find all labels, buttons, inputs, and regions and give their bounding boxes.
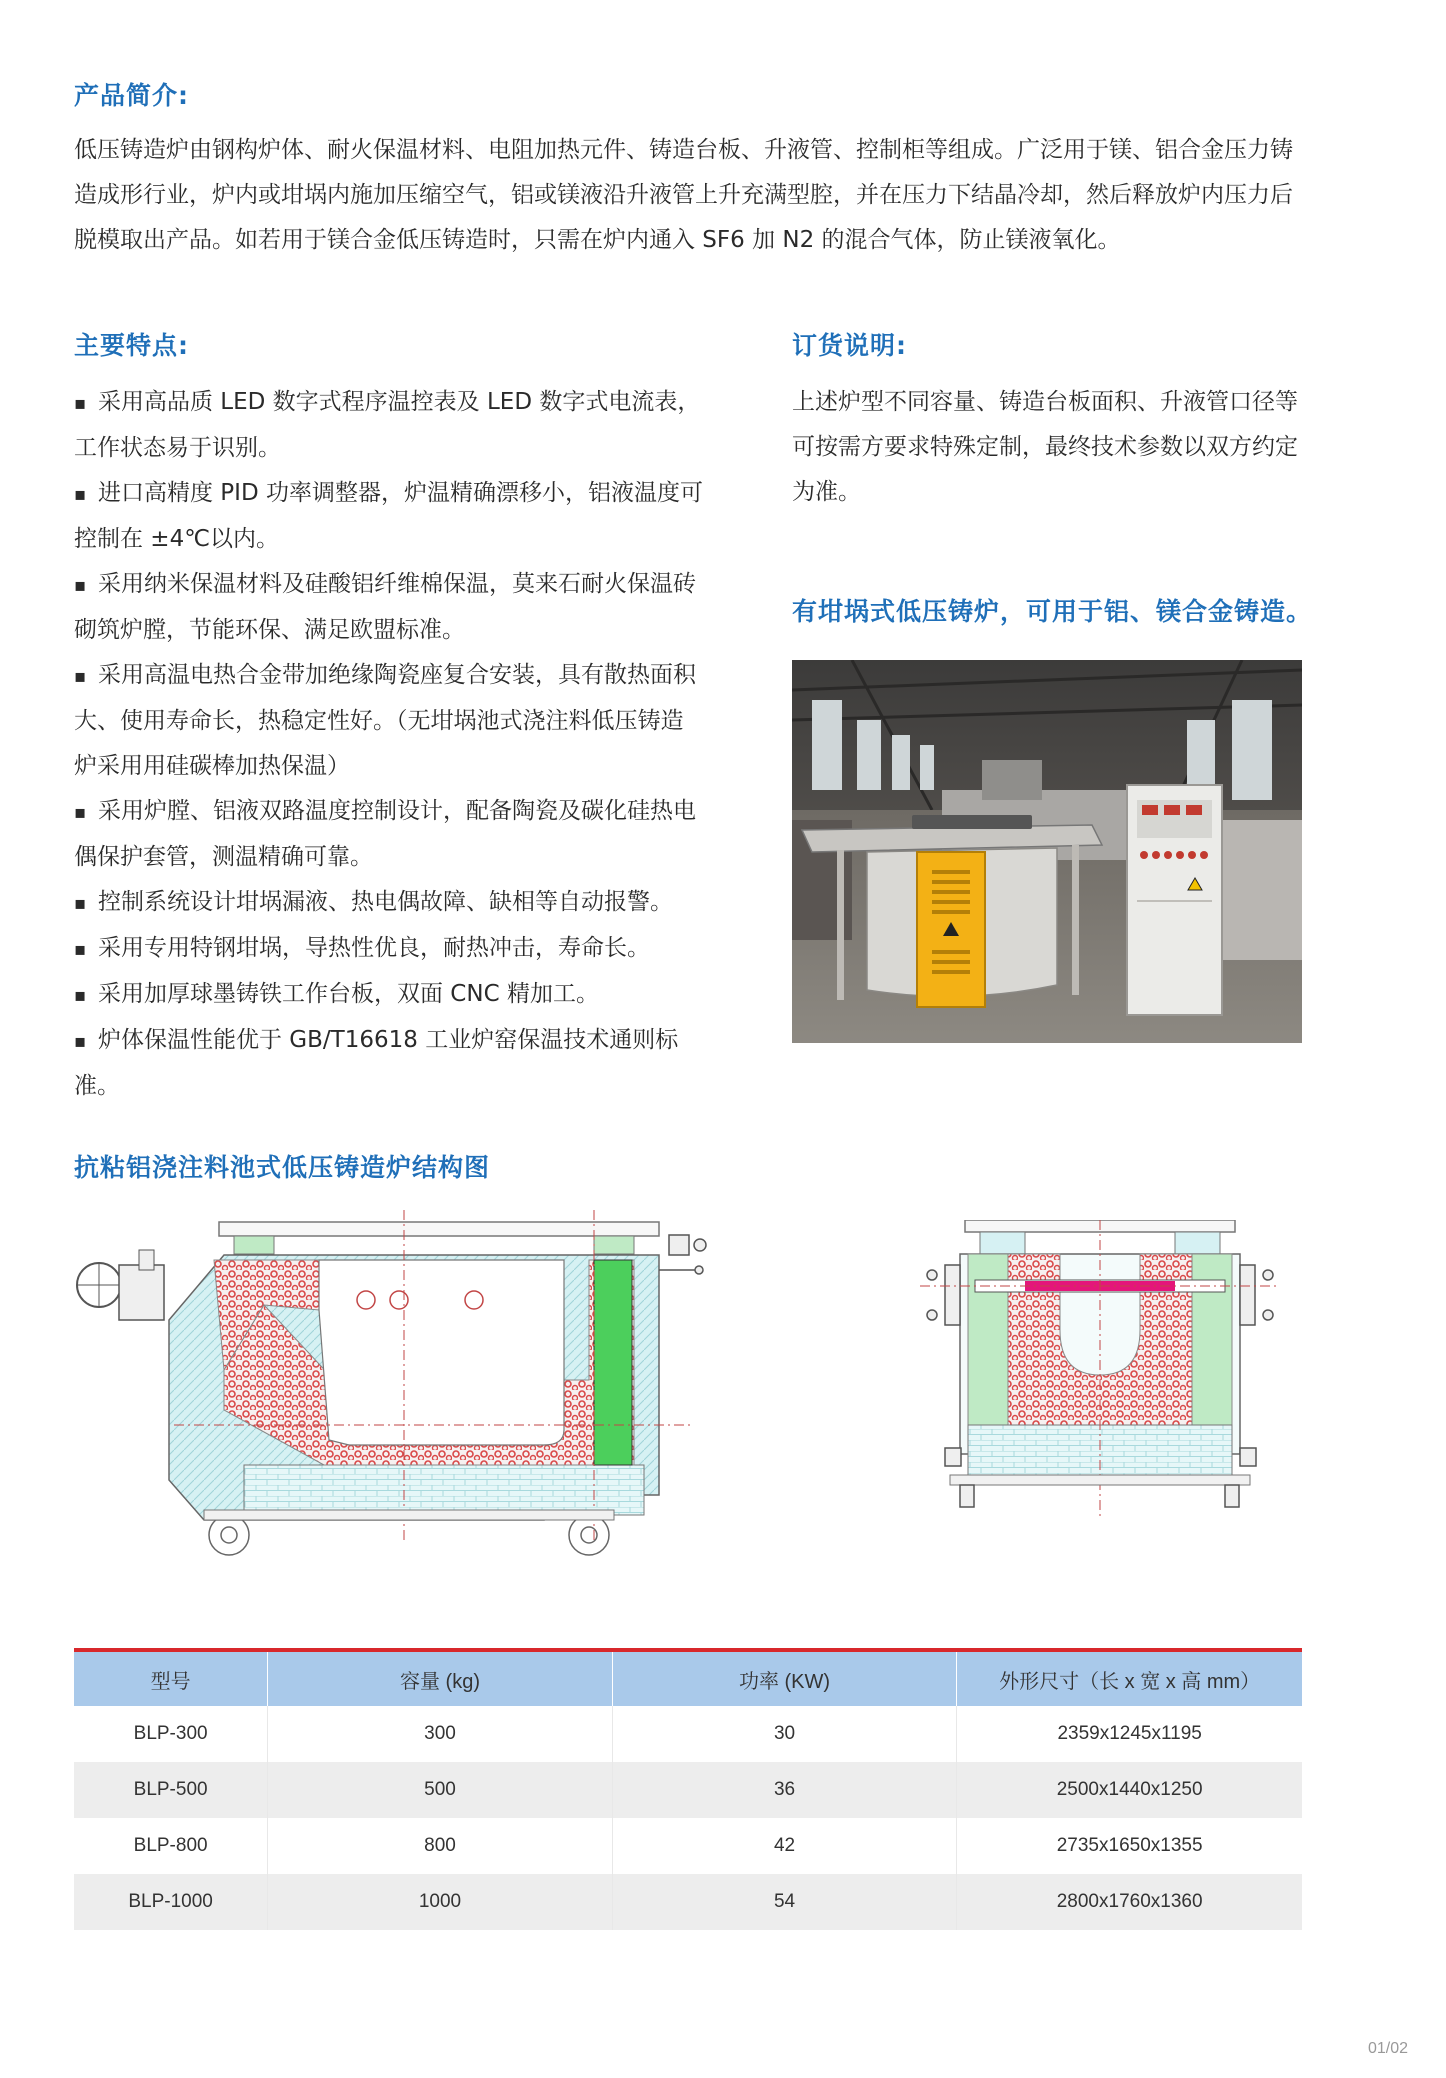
ordering-line: 可按需方要求特殊定制，最终技术参数以双方约定 <box>792 434 1298 460</box>
bullet-icon: ▪ <box>74 893 87 914</box>
feature-text: 控制系统设计坩埚漏液、热电偶故障、缺相等自动报警。 <box>98 889 673 915</box>
feature-text: 进口高精度 PID 功率调整器，炉温精确漂移小，铝液温度可 <box>98 480 703 506</box>
cell-dimensions: 2735x1650x1355 <box>1056 1835 1203 1856</box>
feature-text: 采用纳米保温材料及硅酸铝纤维棉保温，莫来石耐火保温砖 <box>98 571 696 597</box>
cell-model: BLP-1000 <box>74 1874 268 1930</box>
cell-capacity: 800 <box>268 1818 613 1874</box>
feature-text: 偶保护套管，测温精确可靠。 <box>74 844 373 870</box>
cell-dimensions: 2359x1245x1195 <box>1057 1723 1202 1744</box>
feature-text: 大、使用寿命长，热稳定性好。（无坩埚池式浇注料低压铸造 <box>74 708 684 734</box>
bullet-icon: ▪ <box>74 484 87 505</box>
ordering-paragraph <box>792 380 1322 515</box>
feature-text: 工作状态易于识别。 <box>74 435 281 461</box>
intro-title: 产品简介: <box>74 81 189 110</box>
feature-item <box>74 880 714 926</box>
feature-item <box>74 1018 714 1109</box>
table-row <box>74 1818 1302 1874</box>
feature-item-continuation <box>74 744 714 789</box>
cell-power: 54 <box>612 1874 957 1930</box>
feature-item-continuation <box>74 699 714 744</box>
feature-item-continuation <box>74 608 714 653</box>
feature-item <box>74 789 714 835</box>
bullet-icon: ▪ <box>74 1031 87 1052</box>
feature-text: 砌筑炉膛，节能环保、满足欧盟标准。 <box>74 617 465 643</box>
features-title: 主要特点: <box>74 331 189 360</box>
bullet-icon: ▪ <box>74 985 87 1006</box>
cell-capacity: 500 <box>268 1762 613 1818</box>
cell-capacity: 300 <box>268 1706 613 1762</box>
feature-text: 炉体保温性能优于 GB/T16618 工业炉窑保温技术通则标准。 <box>74 1027 679 1099</box>
header-power: 功率 (KW) <box>612 1652 957 1706</box>
page-number: 01/02 <box>1368 2040 1409 2057</box>
feature-text: 炉采用用硅碳棒加热保温） <box>74 753 350 779</box>
cell-power: 42 <box>612 1818 957 1874</box>
cell-capacity: 1000 <box>268 1874 613 1930</box>
cell-model: BLP-800 <box>74 1818 268 1874</box>
feature-item <box>74 471 714 517</box>
table-header-row <box>74 1652 1302 1706</box>
feature-item-continuation <box>74 517 714 562</box>
intro-paragraph <box>74 128 1314 263</box>
header-model: 型号 <box>74 1652 268 1706</box>
structure-title: 抗粘铝浇注料池式低压铸造炉结构图 <box>74 1153 491 1182</box>
bullet-icon: ▪ <box>74 802 87 823</box>
feature-item <box>74 653 714 699</box>
structure-diagram-front <box>920 1220 1300 1560</box>
table-row <box>74 1706 1302 1762</box>
feature-item-continuation <box>74 835 714 880</box>
bullet-icon: ▪ <box>74 575 87 596</box>
ordering-title: 订货说明: <box>792 331 907 360</box>
feature-text: 采用高温电热合金带加绝缘陶瓷座复合安装，具有散热面积 <box>98 662 696 688</box>
feature-text: 控制在 ±4℃以内。 <box>74 526 280 552</box>
ordering-line: 上述炉型不同容量、铸造台板面积、升液管口径等 <box>792 389 1298 415</box>
feature-item <box>74 380 714 426</box>
photo-caption: 有坩埚式低压铸炉，可用于铝、镁合金铸造。 <box>792 597 1313 626</box>
table-row <box>74 1762 1302 1818</box>
spec-table <box>74 1652 1302 1930</box>
header-dimensions: 外形尺寸（长 x 宽 x 高 mm） <box>957 1652 1302 1706</box>
bullet-icon: ▪ <box>74 939 87 960</box>
header-capacity: 容量 (kg) <box>268 1652 613 1706</box>
ordering-line: 为准。 <box>792 479 861 505</box>
intro-line: 造成形行业，炉内或坩埚内施加压缩空气，铝或镁液沿升液管上升充满型腔，并在压力下结晶冷却，然后释放炉内压力后 <box>74 182 1293 208</box>
feature-text: 采用专用特钢坩埚，导热性优良，耐热冲击，寿命长。 <box>98 935 650 961</box>
feature-text: 采用加厚球墨铸铁工作台板，双面 CNC 精加工。 <box>98 981 599 1007</box>
cell-power: 30 <box>612 1706 957 1762</box>
cell-dimensions: 2500x1440x1250 <box>957 1762 1302 1818</box>
feature-item <box>74 926 714 972</box>
cell-model: BLP-500 <box>74 1762 268 1818</box>
furnace-photo <box>792 660 1302 1043</box>
cell-model: BLP-300 <box>74 1706 268 1762</box>
table-row <box>74 1874 1302 1930</box>
features-list <box>74 380 714 1109</box>
feature-text: 采用炉膛、铝液双路温度控制设计，配备陶瓷及碳化硅热电 <box>98 798 696 824</box>
cell-dimensions: 2800x1760x1360 <box>957 1874 1302 1930</box>
cell-power: 36 <box>612 1762 957 1818</box>
intro-line: 脱模取出产品。如若用于镁合金低压铸造时，只需在炉内通入 SF6 加 N2 的混合气体，防止镁液氧化。 <box>74 227 1121 253</box>
intro-line: 低压铸造炉由钢构炉体、耐火保温材料、电阻加热元件、铸造台板、升液管、控制柜等组成。广泛用于镁、铝合金压力铸 <box>74 137 1293 163</box>
feature-item <box>74 972 714 1018</box>
structure-diagram-side <box>74 1210 724 1570</box>
bullet-icon: ▪ <box>74 393 87 414</box>
feature-text: 采用高品质 LED 数字式程序温控表及 LED 数字式电流表， <box>98 389 701 415</box>
bullet-icon: ▪ <box>74 666 87 687</box>
feature-item <box>74 562 714 608</box>
feature-item-continuation <box>74 426 714 471</box>
